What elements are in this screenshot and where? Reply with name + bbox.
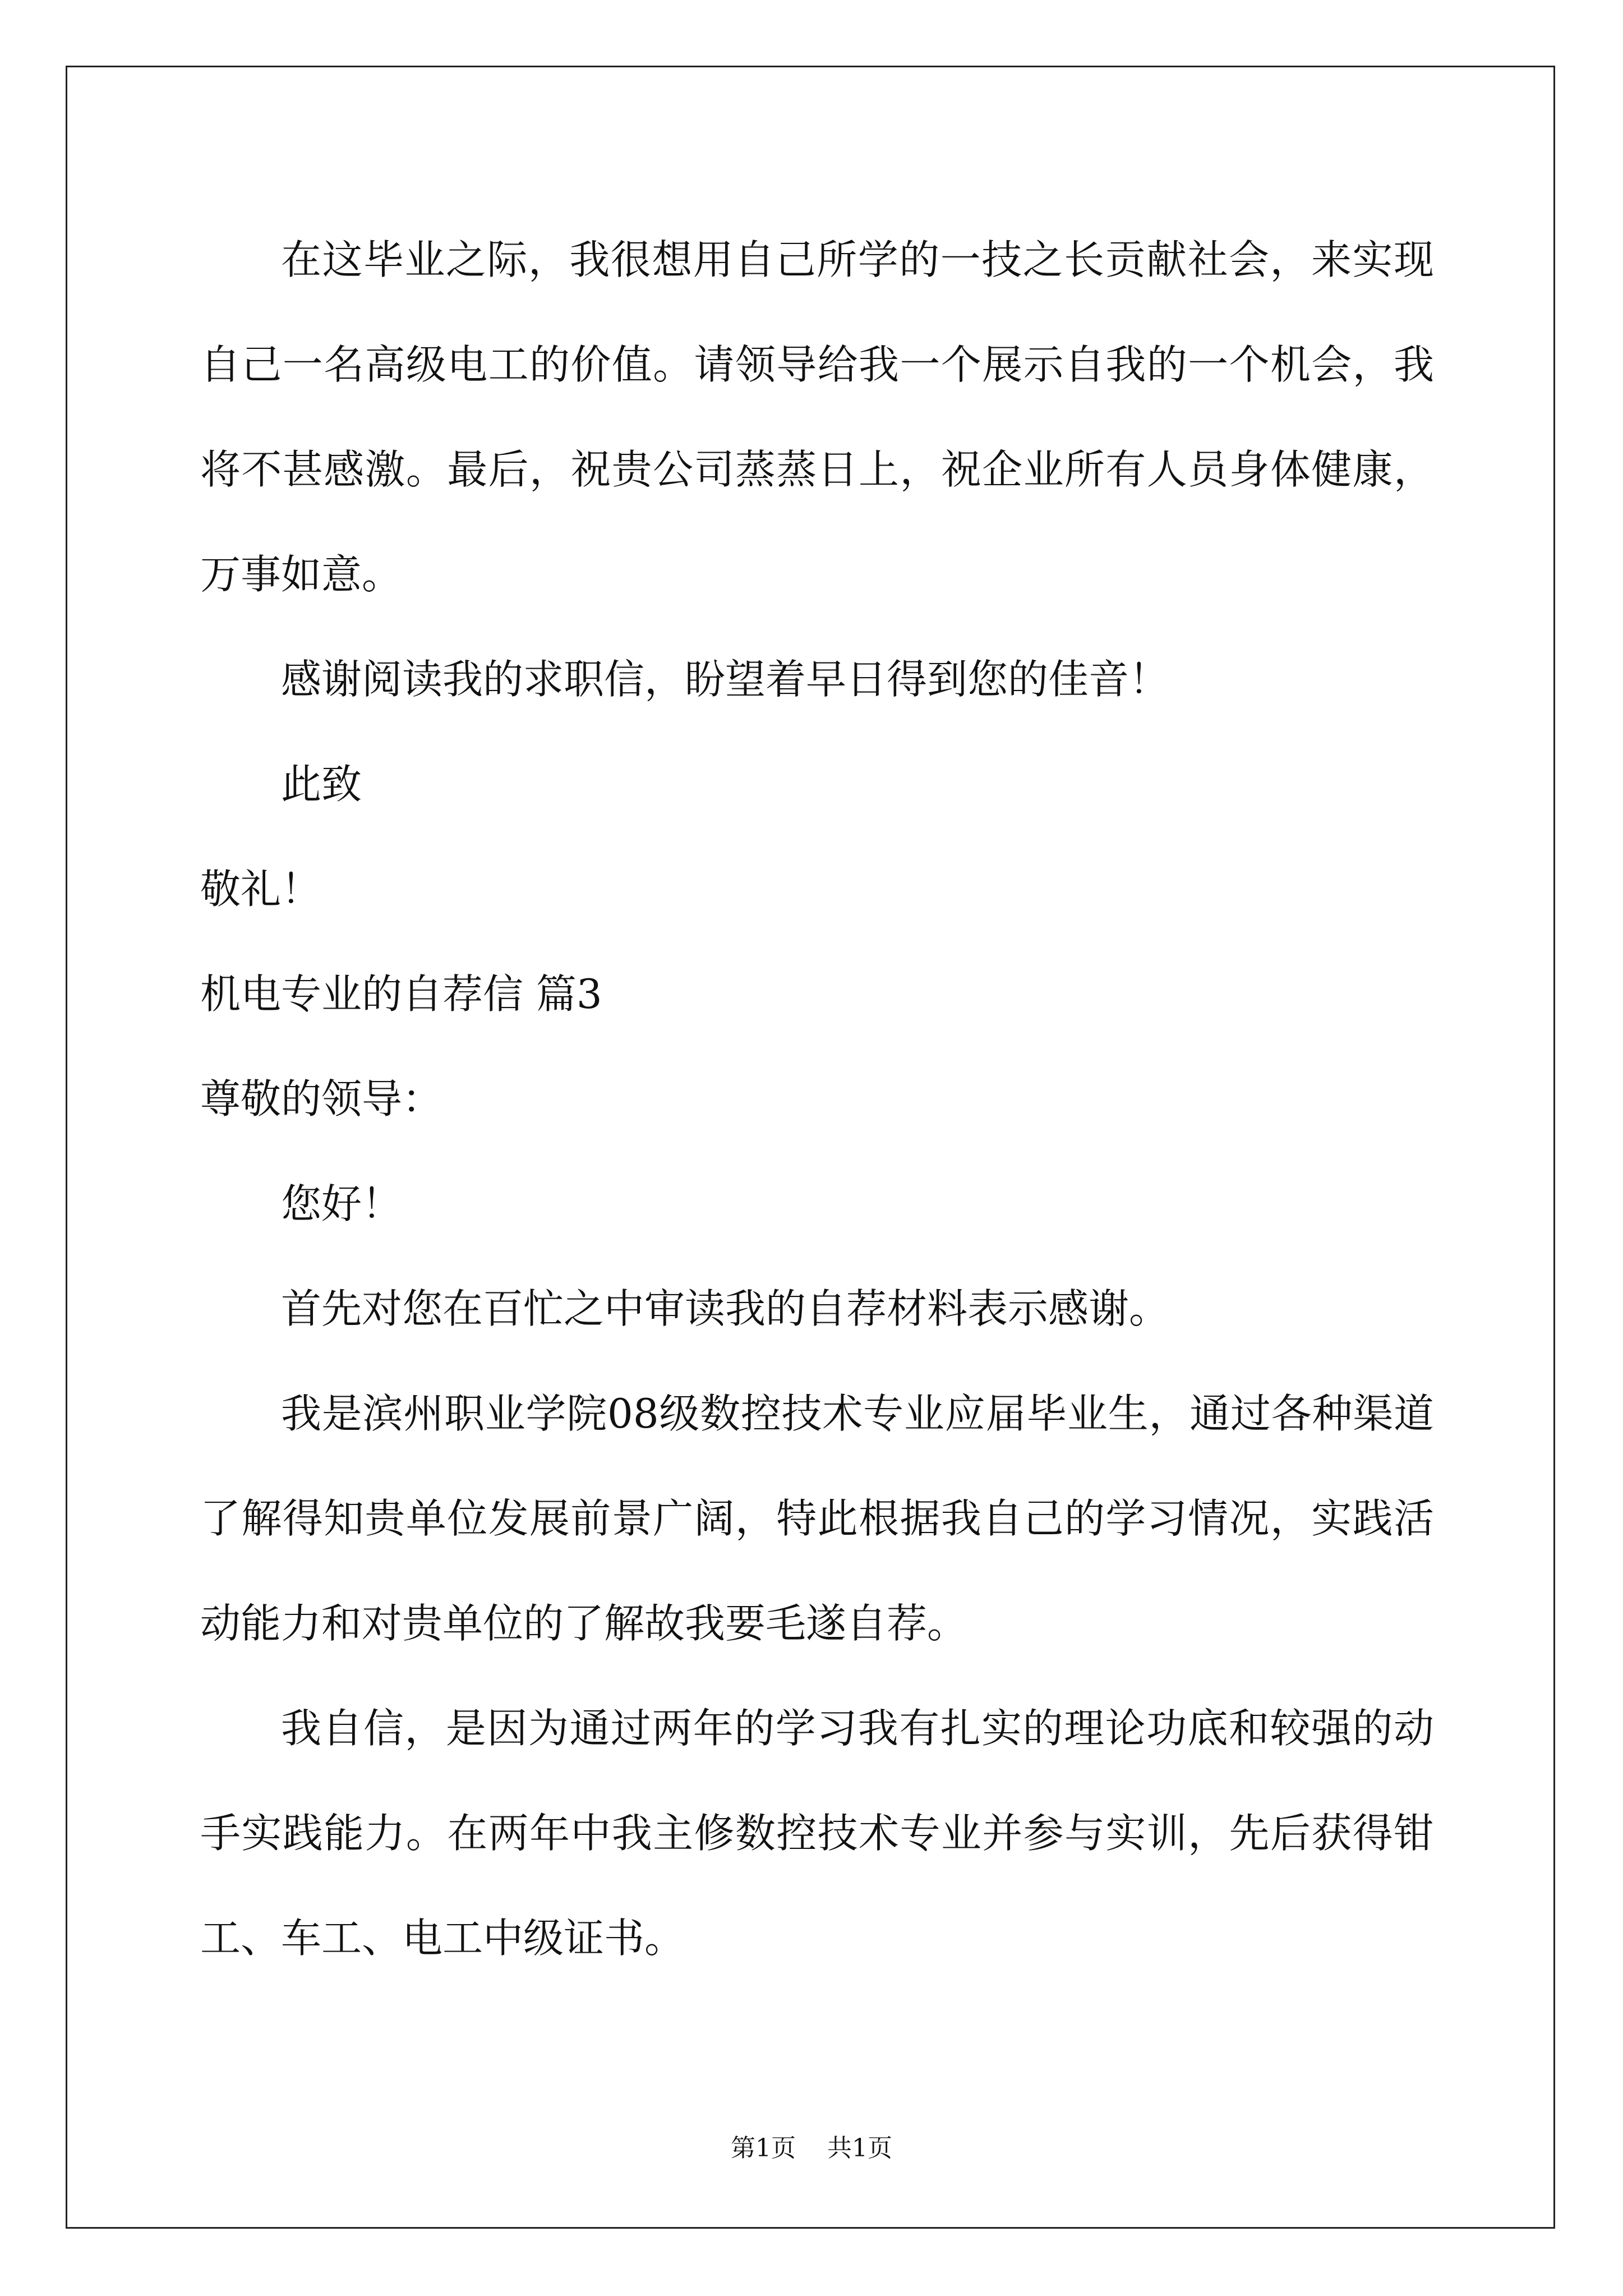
paragraph-intro-thanks: 首先对您在百忙之中审读我的自荐材料表示感谢。 <box>281 1285 1170 1332</box>
paragraph-self-intro: 我是滨州职业学院08级数控技术专业应届毕业生，通过各种渠道了解得知贵单位发展前景广阔，特此根据我自己的学习情况，实践活动能力和对贵单位的了解故我要毛遂自荐。 <box>200 1390 1434 1647</box>
document-body <box>200 208 1434 1991</box>
page-number-total: 共1页 <box>827 2134 892 2162</box>
paragraph-confidence: 我自信，是因为通过两年的学习我有扎实的理论功底和较强的动手实践能力。在两年中我主修数控技术专业并参与实训，先后获得钳工、车工、电工中级证书。 <box>200 1705 1434 1962</box>
paragraph-thanks: 感谢阅读我的求职信，盼望着早日得到您的佳音！ <box>281 656 1170 703</box>
greeting-recipient: 尊敬的领导： <box>200 1075 443 1122</box>
page-footer <box>0 2132 1623 2165</box>
salutation-cizhi: 此致 <box>281 761 362 808</box>
page-number-current: 第1页 <box>731 2134 796 2162</box>
paragraph-closing-wish: 在这毕业之际，我很想用自己所学的一技之长贡献社会，来实现自己一名高级电工的价值。请领导给我一个展示自我的一个机会，我将不甚感激。最后，祝贵公司蒸蒸日上，祝企业所有人员身体健康，万事如意。 <box>200 236 1434 598</box>
salutation-jingli: 敬礼！ <box>200 866 322 913</box>
section-heading: 机电专业的自荐信 篇3 <box>200 970 602 1018</box>
greeting-hello: 您好！ <box>281 1180 403 1227</box>
